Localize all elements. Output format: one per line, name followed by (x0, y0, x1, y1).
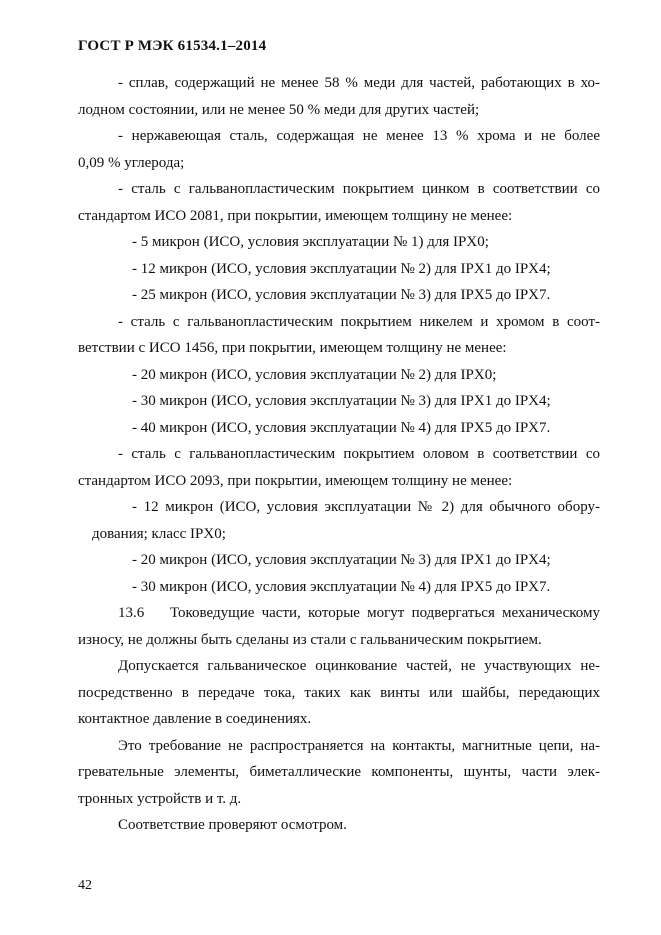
text-line: контактное давление в соединениях. (78, 711, 312, 727)
text-line: ветствии с ИСО 1456, при покрытии, имеющем толщину не менее: (78, 340, 507, 356)
text-line: 0,09 % углерода; (78, 154, 185, 171)
text-line: - нержавеющая сталь, содержащая не менее 13 % хрома и не более (118, 128, 600, 144)
text-line: - 20 микрон (ИСО, условия эксплуатации № 2) для IPX0; (132, 366, 497, 383)
text-line: - сталь с гальванопластическим покрытием цинком в соответствии со (118, 181, 600, 197)
text-line: стандартом ИСО 2081, при покрытии, имеющем толщину не менее: (78, 207, 513, 224)
text-line: - 30 микрон (ИСО, условия эксплуатации № 3) для IPX1 до IPX4; (132, 393, 551, 409)
page-number: 42 (78, 878, 92, 893)
text-line (78, 600, 600, 627)
text-line: - 30 микрон (ИСО, условия эксплуатации № 4) для IPX5 до IPX7. (132, 578, 551, 595)
text-line: - 5 микрон (ИСО, условия эксплуатации № 1) для IPX0; (132, 234, 489, 250)
text-line: Соответствие проверяют осмотром. (118, 817, 347, 833)
text-line: - сталь с гальванопластическим покрытием оловом в соответствии со (118, 446, 600, 462)
document-header: ГОСТ Р МЭК 61534.1–2014 (78, 38, 267, 54)
text-line: - 12 микрон (ИСО, условия эксплуатации № 2) для IPX1 до IPX4; (132, 260, 551, 277)
text-line: износу, не должны быть сделаны из стали с гальваническим покрытием. (78, 631, 542, 648)
text-line: стандартом ИСО 2093, при покрытии, имеющем толщину не менее: (78, 472, 513, 489)
text-line: - сплав, содержащий не менее 58 % меди для частей, работающих в хо- (118, 75, 600, 91)
text-line: - 20 микрон (ИСО, условия эксплуатации № 3) для IPX1 до IPX4; (132, 552, 551, 568)
body-text (78, 70, 600, 839)
text-line: - 40 микрон (ИСО, условия эксплуатации № 4) для IPX5 до IPX7. (132, 419, 551, 436)
text-line: дования; класс IPX0; (92, 525, 226, 542)
text-line: Допускается гальваническое оцинкование частей, не участвующих не- (118, 658, 600, 674)
text-line: - сталь с гальванопластическим покрытием никелем и хромом в соот- (118, 313, 600, 330)
section-text: Токоведущие части, которые могут подвергаться механическому (170, 605, 600, 621)
text-line: - 12 микрон (ИСО, условия эксплуатации № 2) для обычного обору- (132, 499, 600, 515)
text-line: Это требование не распространяется на контакты, магнитные цепи, на- (118, 737, 600, 754)
text-line: посредственно в передаче тока, таких как винты или шайбы, передающих (78, 684, 600, 701)
section-number: 13.6 (118, 605, 145, 621)
text-line: - 25 микрон (ИСО, условия эксплуатации № 3) для IPX5 до IPX7. (132, 287, 551, 303)
text-line: гревательные элементы, биметаллические компоненты, шунты, части элек- (78, 764, 600, 780)
text-line: тронных устройств и т. д. (78, 790, 242, 807)
text-line: лодном состоянии, или не менее 50 % меди для других частей; (78, 101, 480, 118)
